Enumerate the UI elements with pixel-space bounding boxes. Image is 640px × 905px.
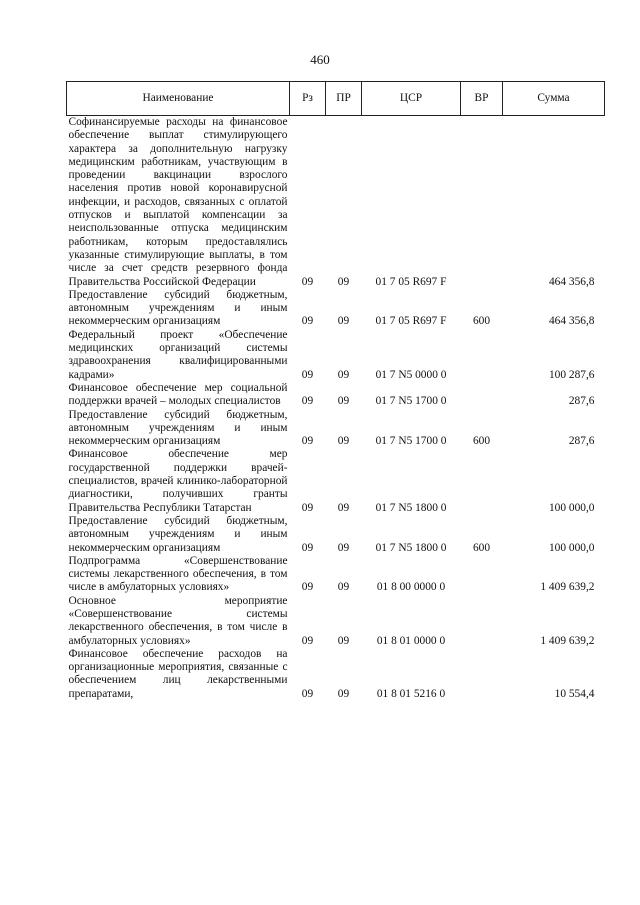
row-pr: 09: [337, 368, 350, 381]
header-name: Наименование: [67, 82, 290, 116]
row-vr: 600: [472, 435, 491, 448]
row-vr: 600: [472, 315, 491, 328]
row-sum: 1 409 639,2: [540, 634, 595, 647]
row-pr: 09: [337, 435, 350, 448]
row-sum: 287,6: [568, 435, 595, 448]
row-name: Предоставление субсидий бюджетным, автономным учреждениям и иным некоммерческим организациям: [68, 408, 288, 448]
row-rz: 09: [301, 581, 314, 594]
table-header: [67, 82, 605, 116]
row-pr: 09: [337, 395, 350, 408]
row-vr: [461, 329, 503, 382]
table-row: [67, 448, 605, 514]
row-csr: 01 8 01 0000 0: [376, 634, 446, 647]
table-row: [67, 382, 605, 409]
row-sum: 287,6: [568, 395, 595, 408]
row-csr: 01 7 N5 1800 0: [375, 541, 447, 554]
row-sum: 10 554,4: [554, 687, 595, 700]
table-row: [67, 595, 605, 648]
row-pr: 09: [337, 501, 350, 514]
row-vr: [461, 382, 503, 409]
row-vr: [461, 648, 503, 701]
table-row: [67, 515, 605, 555]
row-csr: 01 7 05 R697 F: [375, 315, 447, 328]
row-name: Подпрограмма «Совершенствование системы лекарственного обеспечения, в том числе в амбулаторных условиях»: [68, 554, 288, 594]
row-csr: 01 7 N5 1800 0: [375, 501, 447, 514]
row-name: Финансовое обеспечение мер социальной поддержки врачей – молодых специалистов: [68, 381, 288, 408]
row-rz: 09: [301, 435, 314, 448]
table-row: [67, 289, 605, 329]
header-rz: Рз: [290, 82, 326, 116]
row-name: Финансовое обеспечение расходов на организационные мероприятия, связанные с обеспечением лиц лекарственными препаратами,: [68, 647, 288, 700]
row-pr: 09: [337, 687, 350, 700]
table-row: [67, 648, 605, 701]
row-name: Федеральный проект «Обеспечение медицинских организаций системы здравоохранения квалифицированными кадрами»: [68, 328, 288, 381]
header-row: [67, 82, 605, 116]
row-csr: 01 7 N5 1700 0: [375, 435, 447, 448]
row-sum: 100 000,0: [548, 541, 595, 554]
row-rz: 09: [301, 275, 314, 288]
row-rz: 09: [301, 395, 314, 408]
row-pr: 09: [337, 541, 350, 554]
row-rz: 09: [301, 634, 314, 647]
table-body: [67, 116, 605, 702]
row-vr: [461, 595, 503, 648]
row-name: Финансовое обеспечение мер государственной поддержки врачей-специалистов, врачей клинико-лабораторной диагностики, получивших гранты Правительства Республики Татарстан: [68, 448, 288, 514]
header-sum: Сумма: [503, 82, 605, 116]
table-row: [67, 555, 605, 595]
row-rz: 09: [301, 687, 314, 700]
header-pr: ПР: [326, 82, 362, 116]
row-pr: 09: [337, 315, 350, 328]
row-rz: 09: [301, 501, 314, 514]
header-csr: ЦСР: [362, 82, 461, 116]
row-rz: 09: [301, 541, 314, 554]
row-pr: 09: [337, 634, 350, 647]
page-number: 460: [310, 52, 330, 67]
table-row: [67, 116, 605, 289]
row-csr: 01 8 00 0000 0: [376, 581, 446, 594]
table-row: [67, 409, 605, 449]
row-vr: [461, 448, 503, 514]
row-sum: 464 356,8: [548, 275, 595, 288]
row-vr: [461, 555, 503, 595]
row-sum: 1 409 639,2: [540, 581, 595, 594]
row-csr: 01 7 05 R697 F: [375, 275, 447, 288]
row-rz: 09: [301, 368, 314, 381]
row-name: Софинансируемые расходы на финансовое обеспечение выплат стимулирующего характера за дополнительную нагрузку медицинским работникам, участвующим в проведении вакцинации взрослого населения против новой коронавирусной инфекции, и расходов, связанных с оплатой отпусков и выплатой компенсации за неиспользованные отпуска медицинским работникам, которым предоставлялись указанные стимулирующие выплаты, в том числе за счет средств резервного фонда Правительства Российской Федерации: [68, 116, 288, 288]
budget-table: [66, 81, 605, 701]
row-vr: 600: [472, 541, 491, 554]
table-row: [67, 329, 605, 382]
row-name: Предоставление субсидий бюджетным, автономным учреждениям и иным некоммерческим организациям: [68, 514, 288, 554]
row-sum: 100 000,0: [548, 501, 595, 514]
row-sum: 100 287,6: [548, 368, 595, 381]
row-csr: 01 8 01 5216 0: [376, 687, 446, 700]
row-name: Предоставление субсидий бюджетным, автономным учреждениям и иным некоммерческим организациям: [68, 288, 288, 328]
row-csr: 01 7 N5 0000 0: [375, 368, 447, 381]
row-csr: 01 7 N5 1700 0: [375, 395, 447, 408]
row-sum: 464 356,8: [548, 315, 595, 328]
row-name: Основное мероприятие «Совершенствование системы лекарственного обеспечения, в том числе в амбулаторных условиях»: [68, 594, 288, 647]
row-rz: 09: [301, 315, 314, 328]
header-vr: ВР: [461, 82, 503, 116]
budget-table-container: [66, 81, 604, 701]
row-pr: 09: [337, 275, 350, 288]
row-vr: [461, 116, 503, 289]
row-pr: 09: [337, 581, 350, 594]
